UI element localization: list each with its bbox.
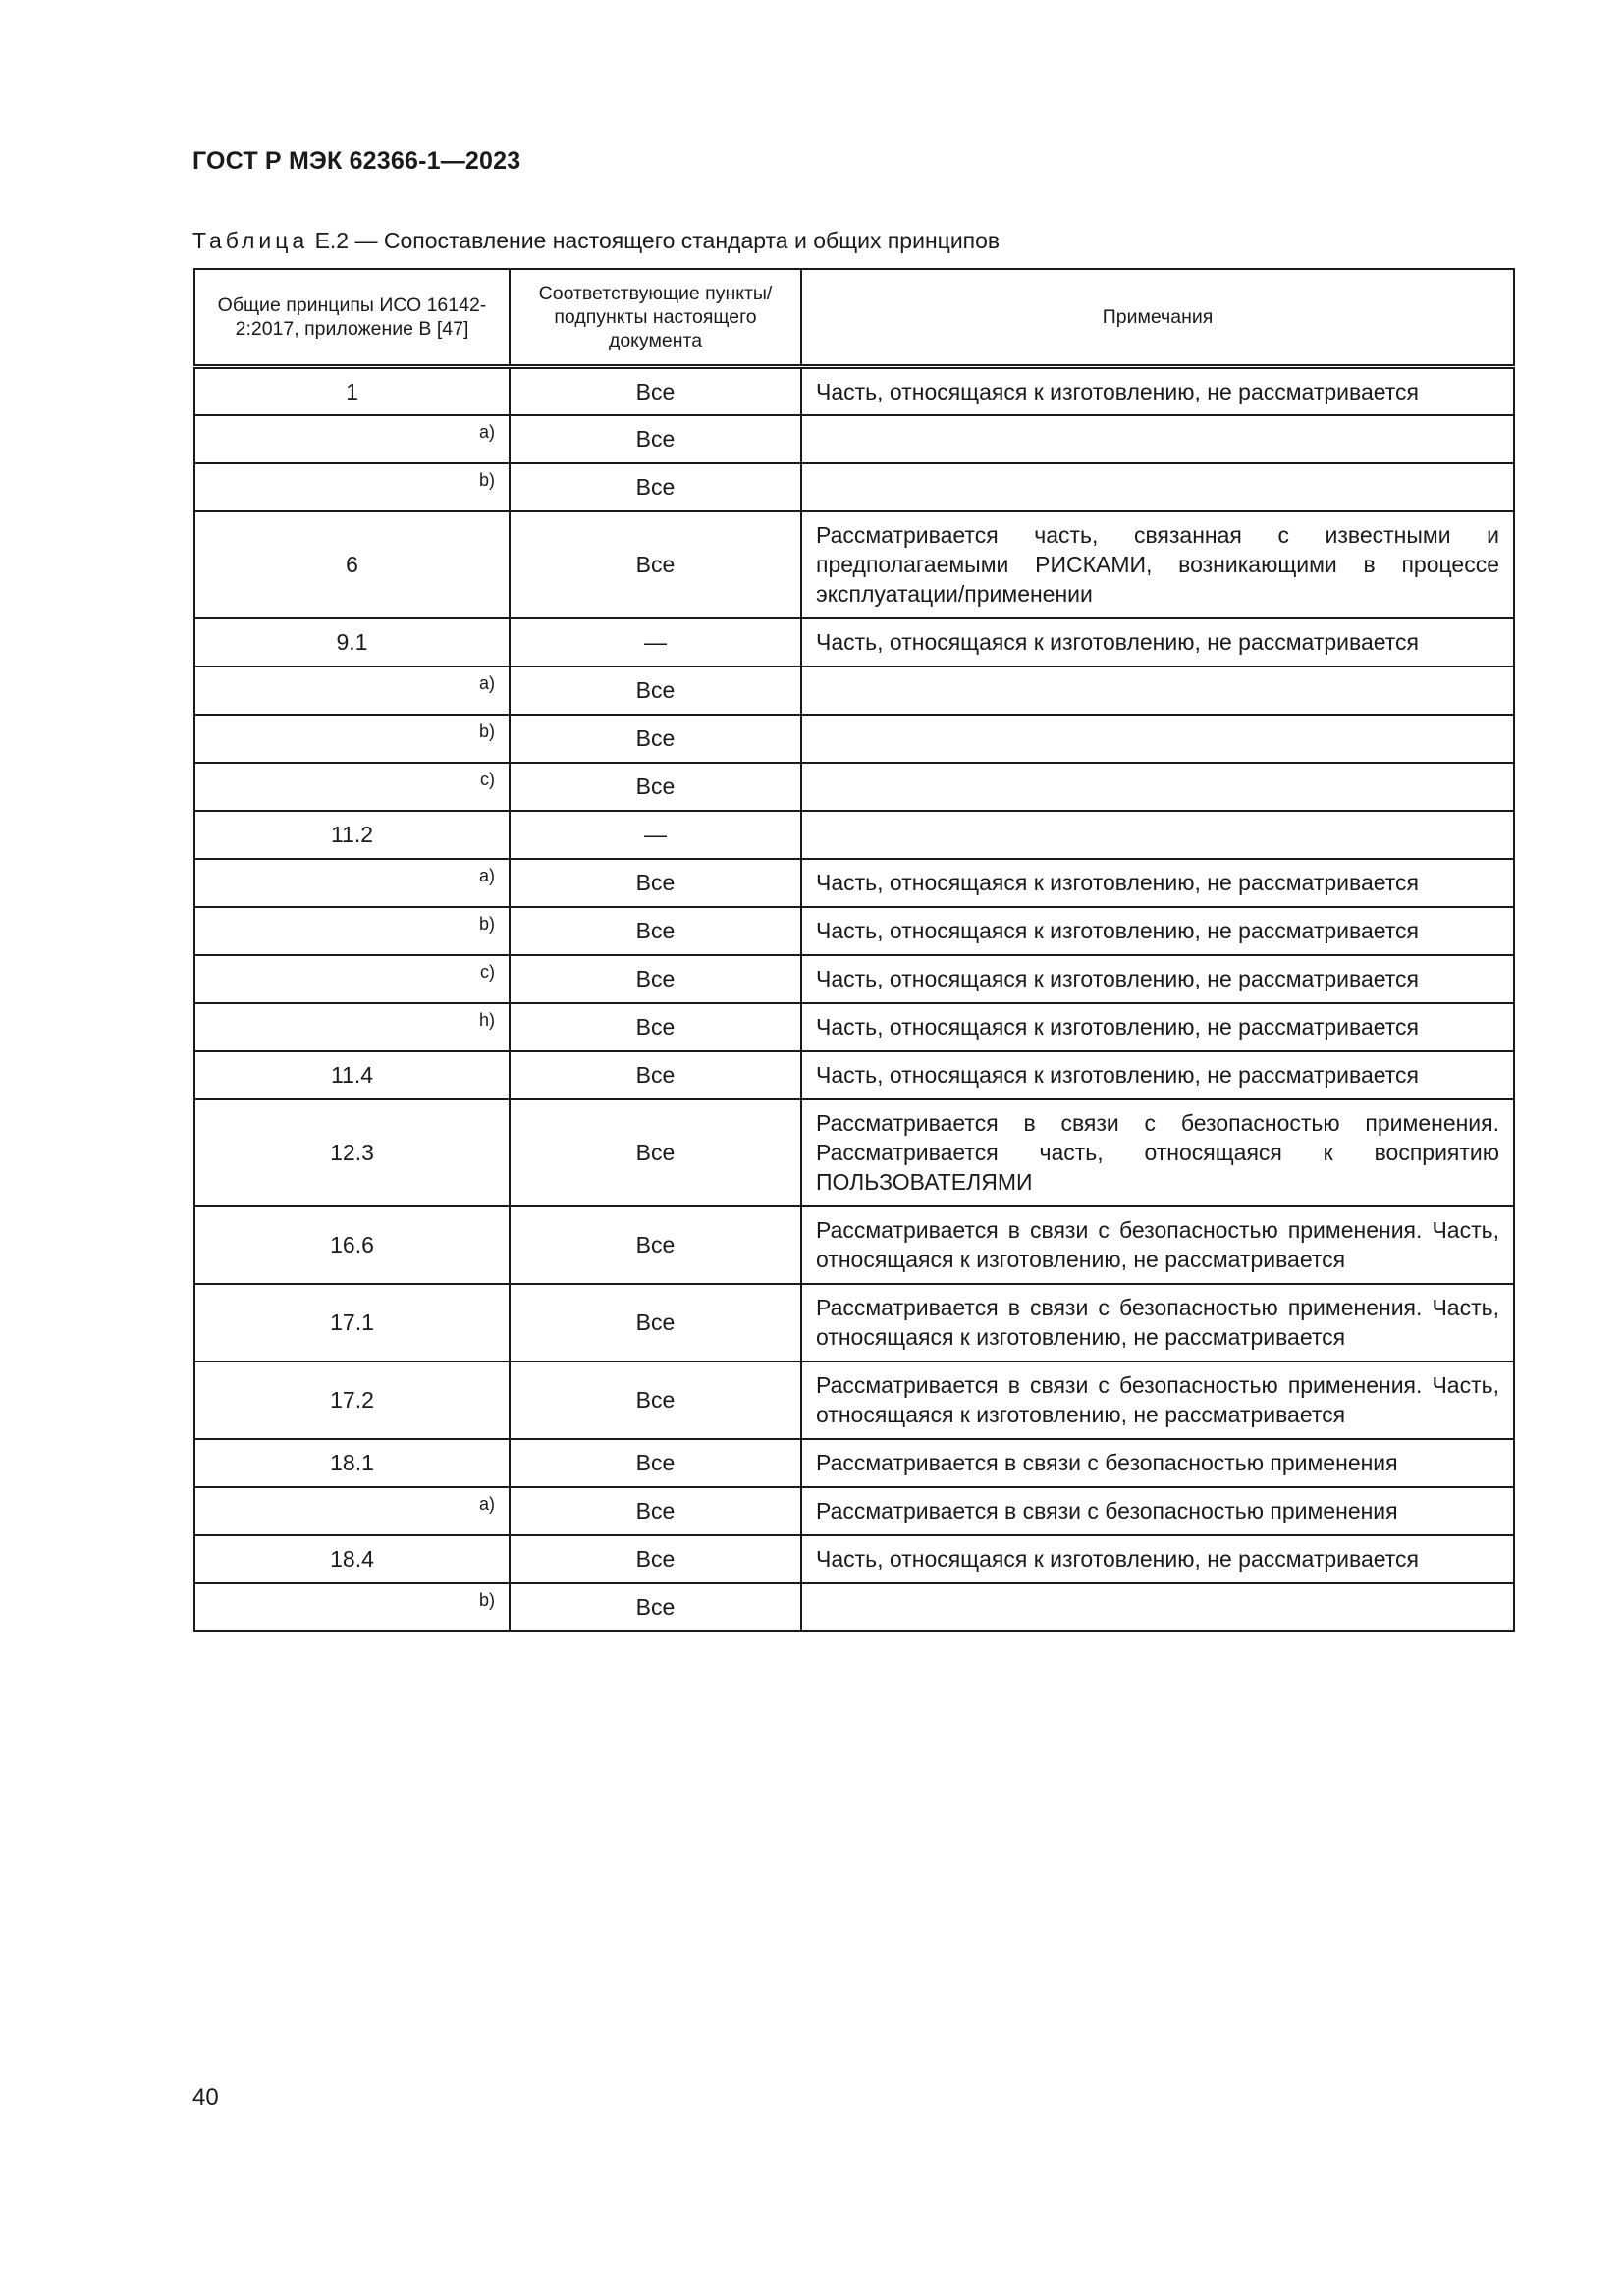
principle-cell: 12.3 — [194, 1099, 510, 1206]
note-cell — [801, 667, 1514, 715]
table-row — [194, 859, 1514, 907]
subitem-cell: b) — [194, 907, 510, 955]
note-cell: Рассматривается в связи с безопасностью применения. Часть, относящаяся к изготовлению, не рассматривается — [801, 1206, 1514, 1284]
note-cell — [801, 463, 1514, 511]
note-cell: Часть, относящаяся к изготовлению, не рассматривается — [801, 859, 1514, 907]
table-row — [194, 1003, 1514, 1051]
note-cell — [801, 811, 1514, 859]
note-cell: Часть, относящаяся к изготовлению, не рассматривается — [801, 1051, 1514, 1099]
clause-cell: Все — [510, 1535, 801, 1583]
clause-cell: Все — [510, 1583, 801, 1631]
note-cell — [801, 715, 1514, 763]
clause-cell: Все — [510, 415, 801, 463]
table-row — [194, 1206, 1514, 1284]
clause-cell: Все — [510, 1362, 801, 1439]
note-cell: Рассматривается в связи с безопасностью применения. Рассматривается часть, относящаяся к восприятию ПОЛЬЗОВАТЕЛЯМИ — [801, 1099, 1514, 1206]
clause-cell: Все — [510, 367, 801, 415]
table-row — [194, 618, 1514, 667]
table-row — [194, 1099, 1514, 1206]
principle-cell: 11.4 — [194, 1051, 510, 1099]
column-header-clauses: Соответствующие пункты/подпункты настоящего документа — [510, 269, 801, 367]
clause-cell: Все — [510, 511, 801, 618]
clause-cell: Все — [510, 1284, 801, 1362]
subitem-cell: a) — [194, 1487, 510, 1535]
clause-cell: Все — [510, 955, 801, 1003]
principle-cell: 17.2 — [194, 1362, 510, 1439]
clause-cell: Все — [510, 1206, 801, 1284]
clause-cell: Все — [510, 1003, 801, 1051]
principle-cell: 16.6 — [194, 1206, 510, 1284]
note-cell: Рассматривается в связи с безопасностью применения. Часть, относящаяся к изготовлению, не рассматривается — [801, 1362, 1514, 1439]
note-cell: Часть, относящаяся к изготовлению, не рассматривается — [801, 1535, 1514, 1583]
table-caption-text: Е.2 — Сопоставление настоящего стандарта и общих принципов — [314, 228, 1001, 253]
table-row — [194, 667, 1514, 715]
note-cell: Рассматривается в связи с безопасностью применения — [801, 1487, 1514, 1535]
table-row — [194, 715, 1514, 763]
table-header-row — [194, 269, 1514, 367]
note-cell: Часть, относящаяся к изготовлению, не рассматривается — [801, 618, 1514, 667]
table-row — [194, 1487, 1514, 1535]
subitem-cell: b) — [194, 463, 510, 511]
subitem-cell: h) — [194, 1003, 510, 1051]
note-cell: Рассматривается часть, связанная с известными и предполагаемыми РИСКАМИ, возникающими в процессе эксплуатации/применении — [801, 511, 1514, 618]
clause-cell: Все — [510, 1099, 801, 1206]
table-row — [194, 511, 1514, 618]
note-cell: Часть, относящаяся к изготовлению, не рассматривается — [801, 1003, 1514, 1051]
clause-cell: Все — [510, 667, 801, 715]
clause-cell: — — [510, 811, 801, 859]
page-number: 40 — [192, 2084, 219, 2110]
comparison-table — [193, 268, 1515, 1632]
clause-cell: — — [510, 618, 801, 667]
table-row — [194, 1284, 1514, 1362]
table-row — [194, 415, 1514, 463]
table-row — [194, 1535, 1514, 1583]
subitem-cell: c) — [194, 763, 510, 811]
column-header-notes: Примечания — [801, 269, 1514, 367]
clause-cell: Все — [510, 1487, 801, 1535]
table-body — [194, 367, 1514, 1631]
table-row — [194, 1051, 1514, 1099]
table-row — [194, 1439, 1514, 1487]
table-row — [194, 811, 1514, 859]
clause-cell: Все — [510, 763, 801, 811]
table-row — [194, 1362, 1514, 1439]
clause-cell: Все — [510, 463, 801, 511]
note-cell — [801, 1583, 1514, 1631]
note-cell: Часть, относящаяся к изготовлению, не рассматривается — [801, 907, 1514, 955]
note-cell: Рассматривается в связи с безопасностью применения. Часть, относящаяся к изготовлению, не рассматривается — [801, 1284, 1514, 1362]
table-header — [194, 269, 1514, 367]
table-row — [194, 955, 1514, 1003]
subitem-cell: a) — [194, 667, 510, 715]
subitem-cell: b) — [194, 715, 510, 763]
subitem-cell: a) — [194, 415, 510, 463]
table-row — [194, 763, 1514, 811]
column-header-principles: Общие принципы ИСО 16142-2:2017, приложение В [47] — [194, 269, 510, 367]
principle-cell: 9.1 — [194, 618, 510, 667]
clause-cell: Все — [510, 907, 801, 955]
note-cell: Рассматривается в связи с безопасностью применения — [801, 1439, 1514, 1487]
note-cell: Часть, относящаяся к изготовлению, не рассматривается — [801, 955, 1514, 1003]
table-row — [194, 907, 1514, 955]
table-row — [194, 367, 1514, 415]
subitem-cell: b) — [194, 1583, 510, 1631]
principle-cell: 17.1 — [194, 1284, 510, 1362]
note-cell — [801, 415, 1514, 463]
table-row — [194, 463, 1514, 511]
principle-cell: 11.2 — [194, 811, 510, 859]
table-caption-prefix: Таблица — [192, 228, 309, 253]
clause-cell: Все — [510, 859, 801, 907]
document-header: ГОСТ Р МЭК 62366-1—2023 — [192, 147, 521, 175]
note-cell: Часть, относящаяся к изготовлению, не рассматривается — [801, 367, 1514, 415]
clause-cell: Все — [510, 715, 801, 763]
principle-cell: 18.4 — [194, 1535, 510, 1583]
subitem-cell: c) — [194, 955, 510, 1003]
principle-cell: 1 — [194, 367, 510, 415]
clause-cell: Все — [510, 1051, 801, 1099]
note-cell — [801, 763, 1514, 811]
clause-cell: Все — [510, 1439, 801, 1487]
subitem-cell: a) — [194, 859, 510, 907]
table-caption — [192, 228, 1000, 254]
table-row — [194, 1583, 1514, 1631]
principle-cell: 18.1 — [194, 1439, 510, 1487]
principle-cell: 6 — [194, 511, 510, 618]
